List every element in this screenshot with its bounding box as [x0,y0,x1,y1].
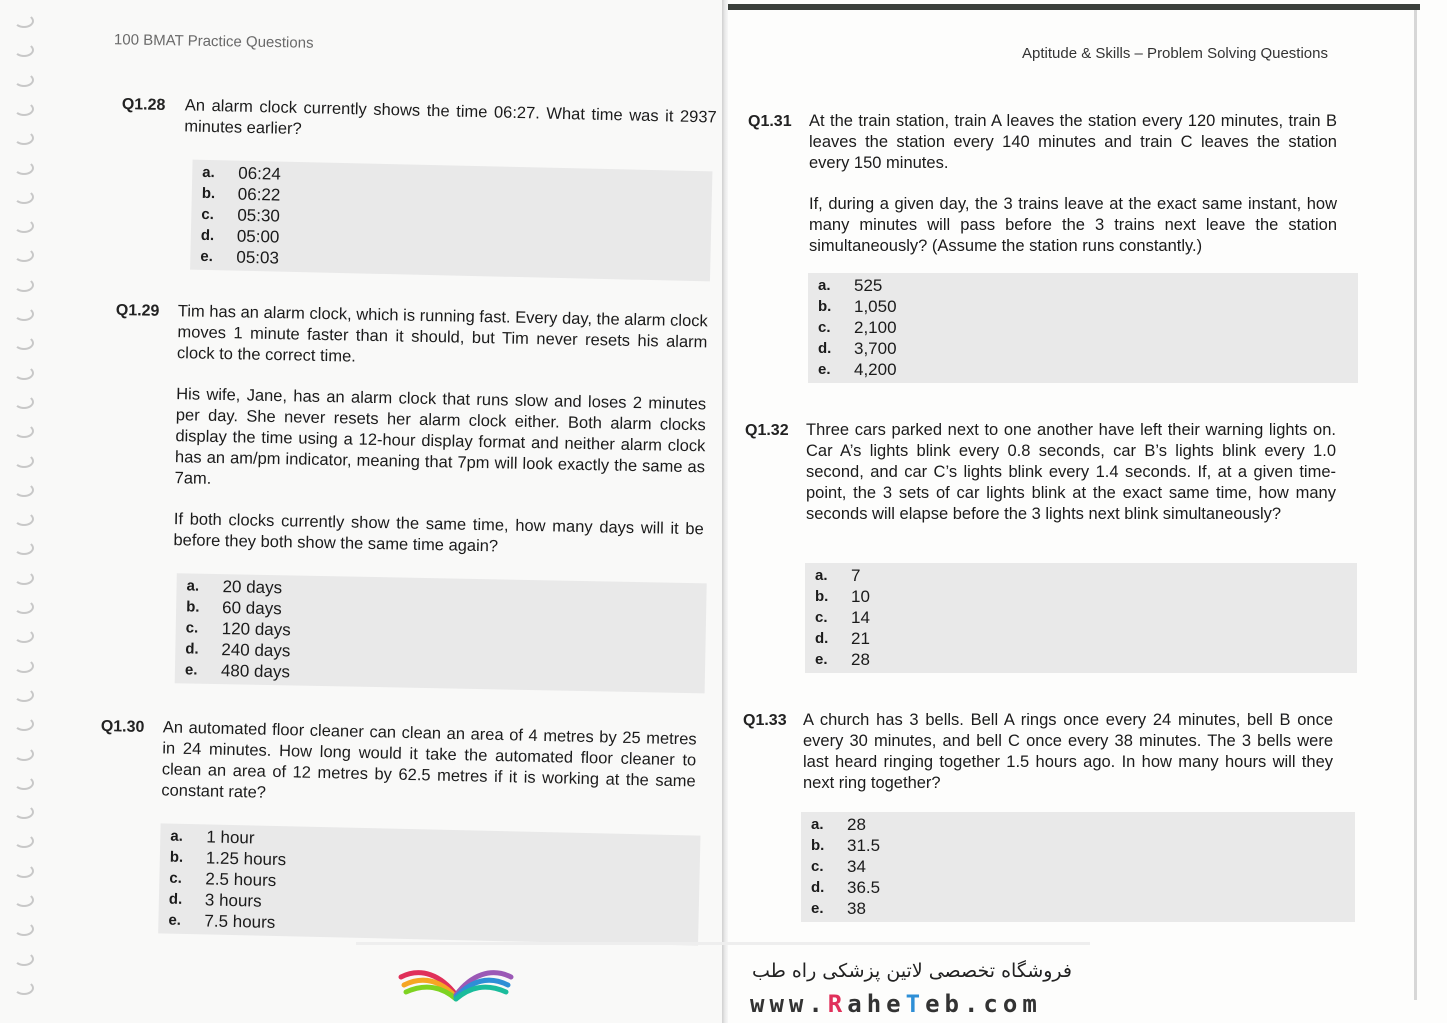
spiral-ring [14,102,34,116]
spiral-ring [14,747,34,761]
spiral-ring [14,190,34,204]
spiral-ring [14,73,34,87]
option-b[interactable]: b. 31.5 [811,835,881,855]
spiral-ring [14,161,34,175]
question-number: Q1.30 [100,718,145,736]
spiral-ring [14,952,34,966]
question-text [809,111,1337,257]
option-e[interactable]: e. 4,200 [818,359,897,379]
question-number: Q1.28 [121,96,166,114]
question-paragraph: Three cars parked next to one another have left their warning lights on. Car A’s lights blink every 0.8 seconds, car B’s lights blink every 1.0 second, and car C’s lights blink every 1.4 seconds. If, at a given time-point, the 3 sets of car lights blink at the exact same time, how many seconds will elapse before the 3 lights next blink simultaneously? [806,421,1336,523]
spiral-ring [14,805,34,819]
option-b[interactable]: b. 1.25 hours [169,847,287,869]
option-b[interactable]: b. 06:22 [201,184,281,205]
option-b[interactable]: b. 1,050 [818,296,897,316]
spiral-ring [14,981,34,995]
spiral-ring [14,659,34,673]
question-number: Q1.32 [745,422,789,439]
option-a[interactable]: a. 7 [815,565,861,585]
option-c[interactable]: c. 2,100 [818,317,897,337]
spiral-ring [14,14,34,28]
option-a[interactable]: a. 20 days [186,576,283,597]
running-head-right: Aptitude & Skills – Problem Solving Questions [1022,45,1328,62]
question-paragraph: At the train station, train A leaves the station every 120 minutes, train B leaves the station every 140 minutes and train C leaves the station every 150 minutes. [809,112,1337,172]
answer-options [158,823,700,945]
option-d[interactable]: d. 3 hours [168,889,262,911]
question-number: Q1.33 [743,712,787,729]
question-text [173,301,708,561]
question-text [806,420,1336,525]
option-b[interactable]: b. 60 days [185,597,282,618]
spiral-ring [14,483,34,497]
question-paragraph: His wife, Jane, has an alarm clock that runs slow and loses 2 minutes per day. She never resets her alarm clock either. Both alarm clocks display the time using a 12-hour display format and neither alarm clock has an am/pm indicator, meaning that 7pm will look exactly the same as 7am. [174,385,707,488]
option-c[interactable]: c. 34 [811,856,866,876]
spiral-ring [14,395,34,409]
question-paragraph: If, during a given day, the 3 trains leave at the exact same instant, how many minutes will pass before the 3 trains next leave the station simultaneously? (Assume the station runs constantly.) [809,195,1337,255]
option-d[interactable]: d. 05:00 [200,226,280,247]
book-logo-icon [396,955,516,1005]
spiral-ring [14,307,34,321]
spiral-ring [14,776,34,790]
option-d[interactable]: d. 3,700 [818,338,897,358]
spiral-ring [14,600,34,614]
option-d[interactable]: d. 36.5 [811,877,881,897]
answer-options [805,563,1357,673]
option-e[interactable]: e. 05:03 [200,247,280,268]
option-a[interactable]: a. 28 [811,814,866,834]
spiral-ring [14,454,34,468]
running-head-left: 100 BMAT Practice Questions [113,31,314,52]
spiral-ring [14,278,34,292]
question-paragraph: An alarm clock currently shows the time 06:27. What time was it 2937 minutes earlier? [184,96,717,139]
question-number: Q1.29 [115,302,160,320]
option-d[interactable]: d. 21 [815,628,870,648]
option-e[interactable]: e. 28 [815,649,870,669]
spiral-ring [14,571,34,585]
store-url[interactable]: www.RaheTeb.com [750,990,1042,1018]
spiral-ring [14,219,34,233]
spiral-ring [14,893,34,907]
question-text [803,710,1333,794]
book-spine [722,0,728,1023]
option-d[interactable]: d. 240 days [185,639,291,660]
question-paragraph: If both clocks currently show the same time, how many days will it be before they both show the same time again? [173,510,704,556]
question-paragraph: Tim has an alarm clock, which is running fast. Every day, the alarm clock moves 1 minute faster than it should, but Tim never resets his alarm clock to the correct time. [176,302,708,366]
option-c[interactable]: c. 05:30 [201,205,281,226]
answer-options [808,273,1358,383]
option-b[interactable]: b. 10 [815,586,870,606]
spiral-ring [14,366,34,380]
page-right-edge [1414,10,1417,1000]
question-paragraph: An automated floor cleaner can clean an area of 4 metres by 25 metres in 24 minutes. How long would it take the automated floor cleaner to clean an area of 12 metres by 62.5 metres if it is working at the same constant rate? [161,718,697,802]
answer-options [190,160,712,282]
question-number: Q1.31 [748,113,792,130]
spiral-ring [14,688,34,702]
option-c[interactable]: c. 120 days [185,618,291,639]
option-e[interactable]: e. 7.5 hours [168,910,276,932]
option-a[interactable]: a. 525 [818,275,883,295]
page-top-edge [728,4,1420,10]
question-text [161,717,697,813]
store-name: فروشگاه تخصصی لاتین پزشکی راه طب [752,960,1072,982]
option-c[interactable]: c. 14 [815,607,870,627]
option-a[interactable]: a. 06:24 [202,163,282,184]
option-e[interactable]: e. 480 days [184,660,291,681]
option-a[interactable]: a. 1 hour [170,826,255,848]
footer-band [356,942,1090,945]
spiral-ring [14,512,34,526]
spiral-ring [14,864,34,878]
option-e[interactable]: e. 38 [811,898,866,918]
question-paragraph: A church has 3 bells. Bell A rings once every 24 minutes, bell B once every 30 minutes, and bell C once every 38 minutes. The 3 bells were last heard ringing together 1.5 hours ago. In how many hours will they next ring together? [803,711,1333,792]
option-c[interactable]: c. 2.5 hours [169,868,277,890]
answer-options [175,573,707,693]
answer-options [801,812,1355,922]
